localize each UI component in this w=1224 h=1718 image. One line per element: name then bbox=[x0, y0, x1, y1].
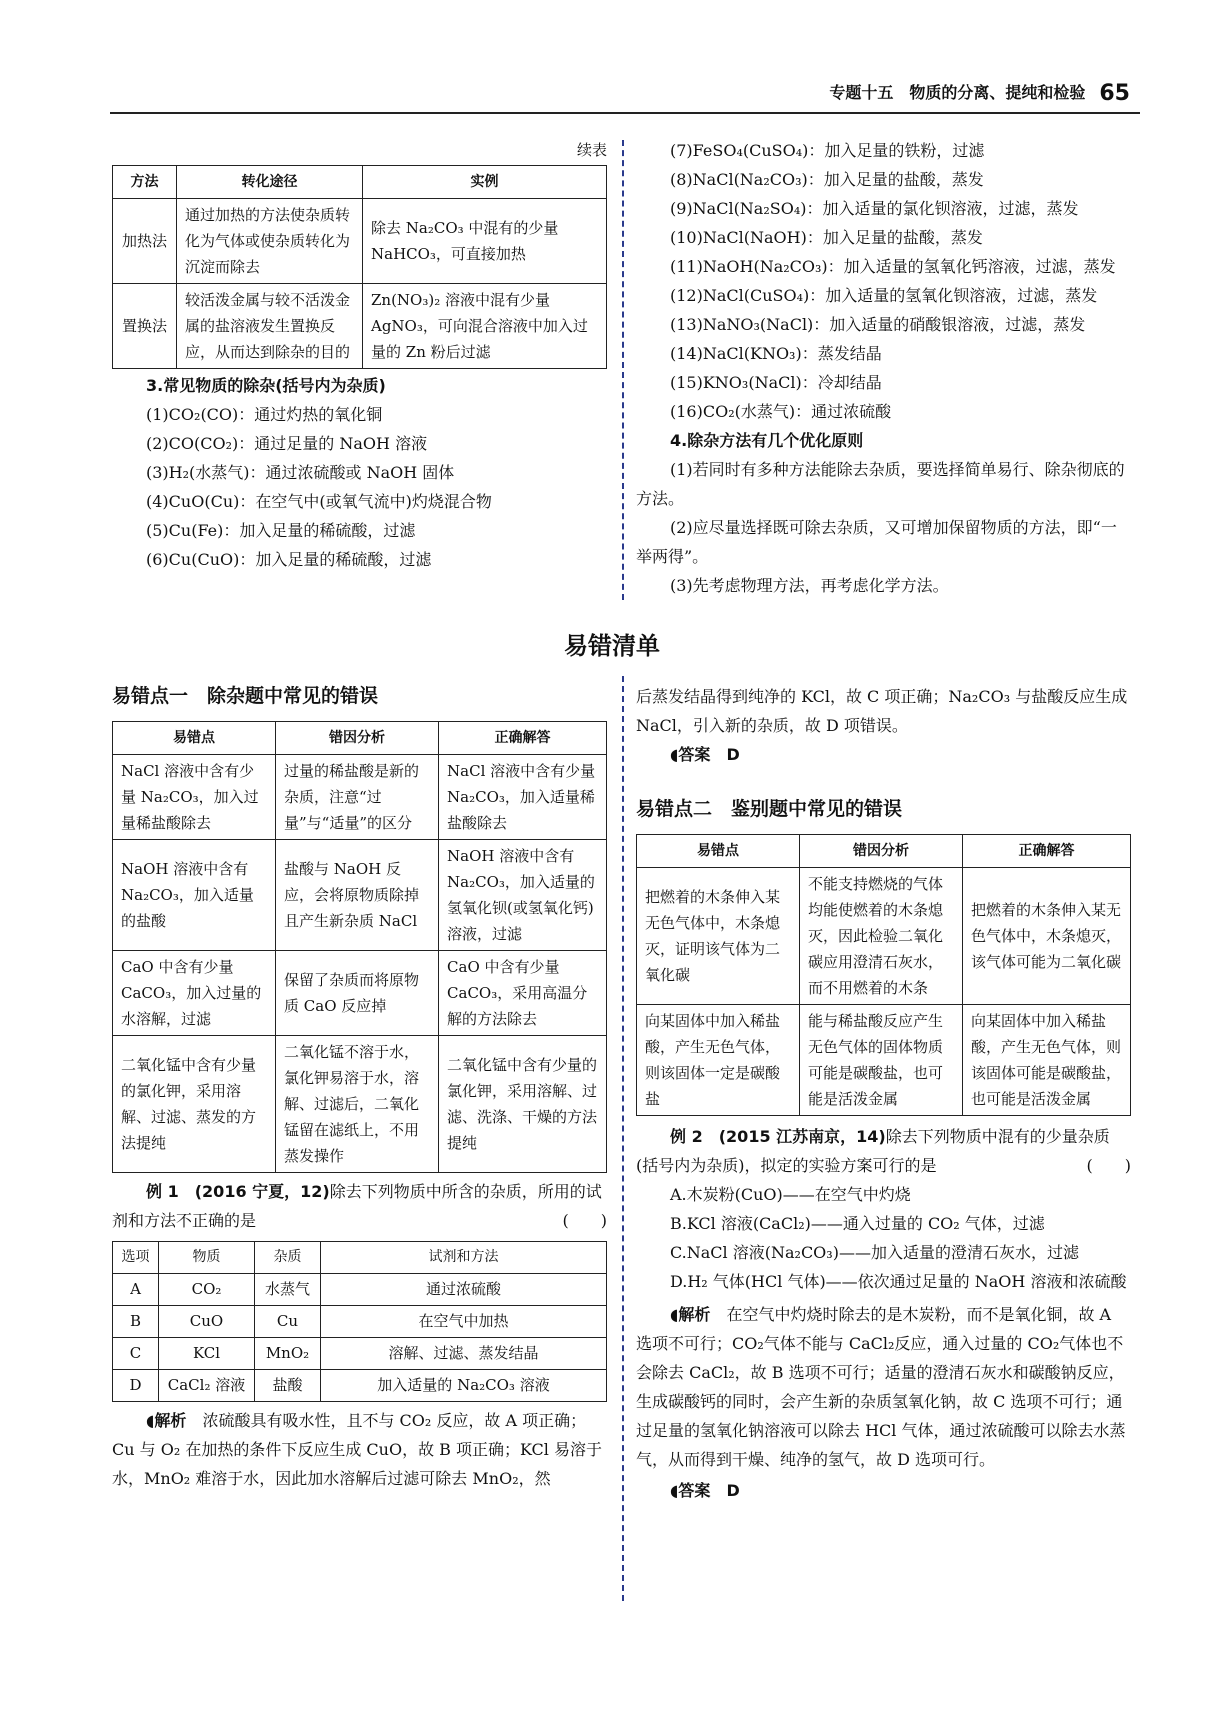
header-cell: 易错点 bbox=[113, 722, 276, 755]
header-title: 专题十五 物质的分离、提纯和检验 bbox=[829, 83, 1086, 102]
table-cell: 溶解、过滤、蒸发结晶 bbox=[321, 1338, 607, 1370]
table-cell: 盐酸与 NaOH 反应，会将原物质除掉且产生新杂质 NaCl bbox=[276, 840, 439, 951]
answer-blank: ( ) bbox=[1086, 1156, 1131, 1175]
example-source: (2015 江苏南京，14) bbox=[718, 1127, 886, 1146]
table-header-row bbox=[113, 166, 607, 199]
right-top-column bbox=[636, 136, 1131, 600]
table-cell: 二氧化锰中含有少量的氯化钾，采用溶解、过滤、洗涤、干燥的方法提纯 bbox=[439, 1036, 607, 1173]
list-item: (1)CO₂(CO)：通过灼热的氧化铜 bbox=[146, 405, 383, 424]
table-cell: 向某固体中加入稀盐酸，产生无色气体，则该固体一定是碳酸盐 bbox=[637, 1005, 800, 1116]
table-cell: Zn(NO₃)₂ 溶液中混有少量 AgNO₃，可向混合溶液中加入过量的 Zn 粉后过滤 bbox=[363, 284, 607, 369]
list-item: (11)NaOH(Na₂CO₃)：加入适量的氢氧化钙溶液，过滤，蒸发 bbox=[670, 257, 1116, 276]
table-cell: 向某固体中加入稀盐酸，产生无色气体，则该固体可能是碳酸盐，也可能是活泼金属 bbox=[963, 1005, 1131, 1116]
paragraph: (2)应尽量选择既可除去杂质，又可增加保留物质的方法，即“一举两得”。 bbox=[636, 518, 1117, 566]
header-cell: 转化途径 bbox=[177, 166, 363, 199]
answer-label: ◖答案 bbox=[670, 745, 711, 764]
list-item: (6)Cu(CuO)：加入足量的稀硫酸，过滤 bbox=[146, 550, 432, 569]
table-cell: NaOH 溶液中含有 Na₂CO₃，加入适量的氢氧化钡(或氢氧化钙)溶液，过滤 bbox=[439, 840, 607, 951]
table-cell: CO₂ bbox=[159, 1274, 255, 1306]
column-divider-top bbox=[622, 140, 624, 600]
header-cell: 杂质 bbox=[255, 1242, 321, 1274]
table-cell: 保留了杂质而将原物质 CaO 反应掉 bbox=[276, 951, 439, 1036]
error-point-2-title: 易错点二 鉴别题中常见的错误 bbox=[636, 798, 903, 820]
table-header-row bbox=[637, 835, 1131, 868]
right-bottom-column bbox=[636, 682, 1131, 1505]
page-header bbox=[110, 80, 1130, 106]
header-cell: 物质 bbox=[159, 1242, 255, 1274]
table-row bbox=[113, 1274, 607, 1306]
table-row bbox=[113, 951, 607, 1036]
table-cell: 较活泼金属与较不活泼金属的盐溶液发生置换反应，从而达到除杂的目的 bbox=[177, 284, 363, 369]
table-cell: CaO 中含有少量 CaCO₃，加入过量的水溶解，过滤 bbox=[113, 951, 276, 1036]
column-divider-bottom bbox=[622, 676, 624, 1601]
list-item: (7)FeSO₄(CuSO₄)：加入足量的铁粉，过滤 bbox=[670, 141, 985, 160]
table-cell: NaCl 溶液中含有少量 Na₂CO₃，加入适量稀盐酸除去 bbox=[439, 755, 607, 840]
left-top-column bbox=[112, 136, 607, 574]
header-cell: 正确解答 bbox=[439, 722, 607, 755]
answer-value: D bbox=[726, 745, 740, 764]
table-cell: CaO 中含有少量 CaCO₃，采用高温分解的方法除去 bbox=[439, 951, 607, 1036]
left-bottom-column bbox=[112, 682, 607, 1493]
table-cell: 过量的稀盐酸是新的杂质，注意“过量”与“适量”的区分 bbox=[276, 755, 439, 840]
example-2-answer bbox=[636, 1476, 1131, 1505]
answer-label: ◖答案 bbox=[670, 1481, 711, 1500]
table-row bbox=[113, 840, 607, 951]
header-cell: 试剂和方法 bbox=[321, 1242, 607, 1274]
error-point-1-title: 易错点一 除杂题中常见的错误 bbox=[112, 685, 379, 707]
list-item: (14)NaCl(KNO₃)：蒸发结晶 bbox=[670, 344, 882, 363]
table-cell: 二氧化锰不溶于水，氯化钾易溶于水，溶解、过滤后，二氧化锰留在滤纸上，不用蒸发操作 bbox=[276, 1036, 439, 1173]
table-cell: 除去 Na₂CO₃ 中混有的少量 NaHCO₃，可直接加热 bbox=[363, 199, 607, 284]
table-cell: 水蒸气 bbox=[255, 1274, 321, 1306]
table-cell: CaCl₂ 溶液 bbox=[159, 1370, 255, 1402]
list-item: (8)NaCl(Na₂CO₃)：加入足量的盐酸，蒸发 bbox=[670, 170, 984, 189]
table-cell: D bbox=[113, 1370, 159, 1402]
answer-blank: ( ) bbox=[562, 1211, 607, 1230]
table-cell: NaOH 溶液中含有 Na₂CO₃，加入适量的盐酸 bbox=[113, 840, 276, 951]
table-cell: NaCl 溶液中含有少量 Na₂CO₃，加入过量稀盐酸除去 bbox=[113, 755, 276, 840]
analysis-label: ◖解析 bbox=[146, 1411, 187, 1430]
table-cell: 把燃着的木条伸入某无色气体中，木条熄灭，证明该气体为二氧化碳 bbox=[637, 868, 800, 1005]
header-cell: 易错点 bbox=[637, 835, 800, 868]
analysis-text: 在空气中灼烧时除去的是木炭粉，而不是氧化铜，故 A 选项不可行；CO₂气体不能与 CaCl₂反应，通入过量的 CO₂气体也不会除去 CaCl₂，故 B 选项不可行；适量的澄清石灰水和碳酸钠反应，生成碳酸钙的同时，会产生新的杂质氢氧化钠，故 C 选项不可行；通过足量的氢氧化钠溶液可以除去 HCl 气体，通过浓硫酸可以除去水蒸气，从而得到干燥、纯净的氢气，故 D 选项可行。 bbox=[636, 1305, 1126, 1469]
table-header-row bbox=[113, 722, 607, 755]
option-d: D.H₂ 气体(HCl 气体)——依次通过足量的 NaOH 溶液和浓硫酸 bbox=[670, 1272, 1127, 1291]
example-label: 例 1 bbox=[146, 1182, 179, 1201]
header-cell: 错因分析 bbox=[276, 722, 439, 755]
option-c: C.NaCl 溶液(Na₂CO₃)——加入适量的澄清石灰水，过滤 bbox=[670, 1243, 1079, 1262]
header-cell: 选项 bbox=[113, 1242, 159, 1274]
table-row bbox=[113, 284, 607, 369]
analysis-text: 浓硫酸具有吸水性，且不与 CO₂ 反应，故 A 项正确；Cu 与 O₂ 在加热的条件下反应生成 CuO，故 B 项正确；KCl 易溶于水，MnO₂ 难溶于水，因此加水溶解后过滤可除去 MnO₂，然 bbox=[112, 1411, 602, 1488]
list-item: (3)H₂(水蒸气)：通过浓硫酸或 NaOH 固体 bbox=[146, 463, 455, 482]
list-item: (2)CO(CO₂)：通过足量的 NaOH 溶液 bbox=[146, 434, 428, 453]
example-1-analysis bbox=[112, 1406, 607, 1493]
table-cell: 通过浓硫酸 bbox=[321, 1274, 607, 1306]
table-cell: B bbox=[113, 1306, 159, 1338]
table-cell: 能与稀盐酸反应产生无色气体的固体物质可能是碳酸盐，也可能是活泼金属 bbox=[800, 1005, 963, 1116]
table-header-row bbox=[113, 1242, 607, 1274]
table-cell: 加热法 bbox=[113, 199, 177, 284]
table-cell: KCl bbox=[159, 1338, 255, 1370]
section-4-title: 4.除杂方法有几个优化原则 bbox=[670, 431, 864, 450]
method-table bbox=[112, 165, 607, 369]
table-row bbox=[113, 1306, 607, 1338]
list-item: (15)KNO₃(NaCl)：冷却结晶 bbox=[670, 373, 882, 392]
list-item: (16)CO₂(水蒸气)：通过浓硫酸 bbox=[670, 402, 892, 421]
header-cell: 正确解答 bbox=[963, 835, 1131, 868]
analysis-continued: 后蒸发结晶得到纯净的 KCl，故 C 项正确；Na₂CO₃ 与盐酸反应生成 NaCl，引入新的杂质，故 D 项错误。 bbox=[636, 687, 1128, 735]
table-cell: C bbox=[113, 1338, 159, 1370]
header-cell: 错因分析 bbox=[800, 835, 963, 868]
table-cell: 把燃着的木条伸入某无色气体中，木条熄灭，该气体可能为二氧化碳 bbox=[963, 868, 1131, 1005]
table-row bbox=[637, 1005, 1131, 1116]
section-title: 易错清单 bbox=[564, 632, 660, 660]
table-row bbox=[637, 868, 1131, 1005]
list-item: (9)NaCl(Na₂SO₄)：加入适量的氯化钡溶液，过滤，蒸发 bbox=[670, 199, 1079, 218]
section-3-title: 3.常见物质的除杂(括号内为杂质) bbox=[146, 376, 386, 395]
table-cell: MnO₂ bbox=[255, 1338, 321, 1370]
table-cell: Cu bbox=[255, 1306, 321, 1338]
example-source: (2016 宁夏，12) bbox=[194, 1182, 330, 1201]
table-row bbox=[113, 1036, 607, 1173]
page-number: 65 bbox=[1099, 81, 1130, 106]
table-cell: 二氧化锰中含有少量的氯化钾，采用溶解、过滤、蒸发的方法提纯 bbox=[113, 1036, 276, 1173]
example-2-analysis bbox=[636, 1300, 1131, 1474]
header-rule bbox=[110, 112, 1140, 114]
list-item: (4)CuO(Cu)：在空气中(或氧气流中)灼烧混合物 bbox=[146, 492, 492, 511]
analysis-label: ◖解析 bbox=[670, 1305, 711, 1324]
paragraph: (3)先考虑物理方法，再考虑化学方法。 bbox=[670, 576, 949, 595]
table-row bbox=[113, 199, 607, 284]
table-cell: 不能支持燃烧的气体均能使燃着的木条熄灭，因此检验二氧化碳应用澄清石灰水，而不用燃着的木条 bbox=[800, 868, 963, 1005]
list-item: (13)NaNO₃(NaCl)：加入适量的硝酸银溶液，过滤，蒸发 bbox=[670, 315, 1086, 334]
header-cell: 实例 bbox=[363, 166, 607, 199]
table-cell: 通过加热的方法使杂质转化为气体或使杂质转化为沉淀而除去 bbox=[177, 199, 363, 284]
table-cell: 盐酸 bbox=[255, 1370, 321, 1402]
table-cell: 加入适量的 Na₂CO₃ 溶液 bbox=[321, 1370, 607, 1402]
error-table-2 bbox=[636, 834, 1131, 1116]
table-cell: 置换法 bbox=[113, 284, 177, 369]
list-item: (5)Cu(Fe)：加入足量的稀硫酸，过滤 bbox=[146, 521, 416, 540]
table-continued-note: 续表 bbox=[576, 141, 607, 159]
example-stem: 除去下列物质中混有的少量杂质(括号内为杂质)，拟定的实验方案可行的是 bbox=[636, 1127, 1110, 1175]
example-1-answer bbox=[636, 740, 1131, 769]
option-a: A.木炭粉(CuO)——在空气中灼烧 bbox=[670, 1185, 911, 1204]
example-label: 例 2 bbox=[670, 1127, 703, 1146]
table-cell: 在空气中加热 bbox=[321, 1306, 607, 1338]
example-1-stem bbox=[112, 1177, 607, 1235]
example-stem: 除去下列物质中所含的杂质，所用的试剂和方法不正确的是 bbox=[112, 1182, 602, 1230]
list-item: (12)NaCl(CuSO₄)：加入适量的氢氧化钡溶液，过滤，蒸发 bbox=[670, 286, 1098, 305]
paragraph: (1)若同时有多种方法能除去杂质，要选择简单易行、除杂彻底的方法。 bbox=[636, 460, 1125, 508]
option-b: B.KCl 溶液(CaCl₂)——通入过量的 CO₂ 气体，过滤 bbox=[670, 1214, 1045, 1233]
example-1-table bbox=[112, 1241, 607, 1402]
table-cell: CuO bbox=[159, 1306, 255, 1338]
table-cell: A bbox=[113, 1274, 159, 1306]
error-table-1 bbox=[112, 721, 607, 1173]
table-row bbox=[113, 755, 607, 840]
answer-value: D bbox=[726, 1481, 740, 1500]
header-cell: 方法 bbox=[113, 166, 177, 199]
table-row bbox=[113, 1338, 607, 1370]
table-row bbox=[113, 1370, 607, 1402]
list-item: (10)NaCl(NaOH)：加入足量的盐酸，蒸发 bbox=[670, 228, 983, 247]
example-2-stem bbox=[636, 1122, 1131, 1180]
